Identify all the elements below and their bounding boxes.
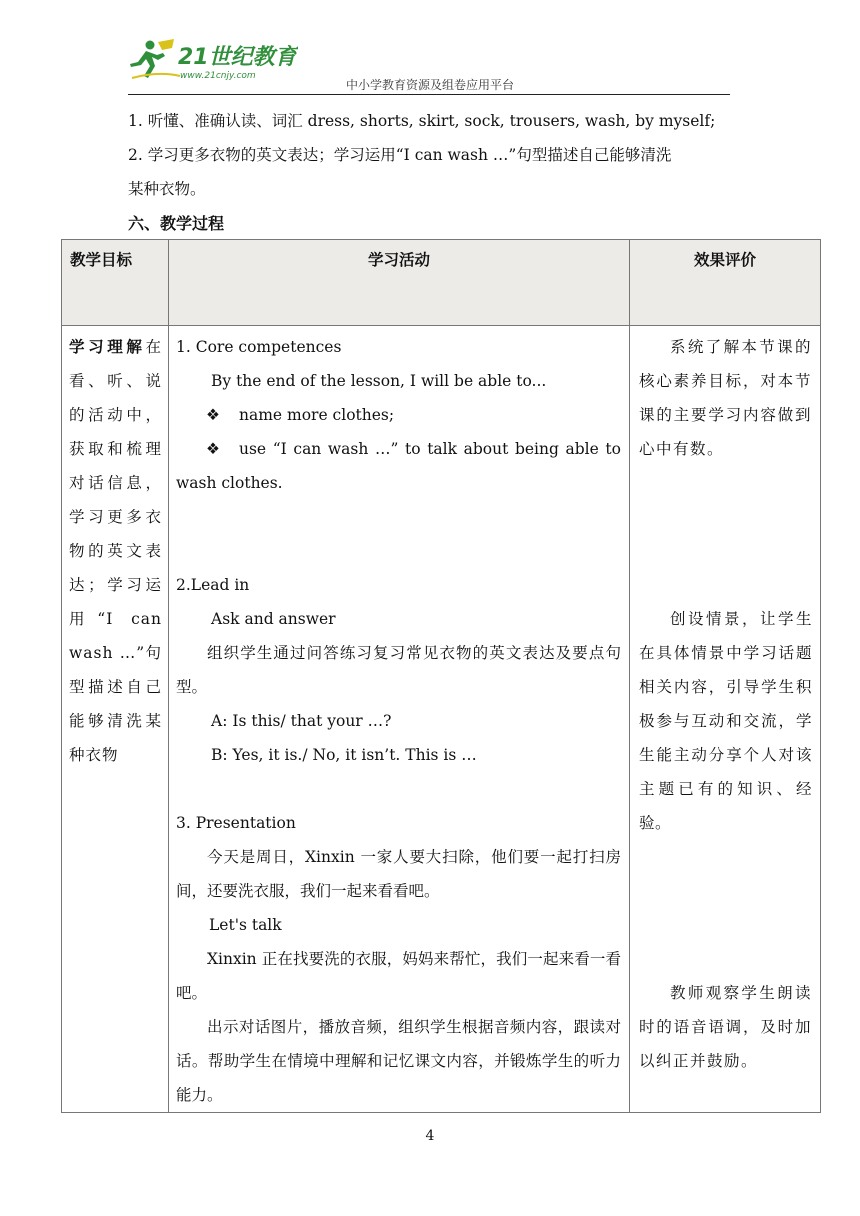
bullet-diamond-icon: ❖ [206,406,220,424]
objective-line-2-cont: 某种衣物。 [128,180,206,198]
evaluation-3: 教师观察学生朗读时的语音语调，及时加以纠正并鼓励。 [639,984,812,1070]
header-goal: 教学目标 [62,240,169,326]
header-subtitle: 中小学教育资源及组卷应用平台 [345,78,514,92]
goal-text: 在看、听、说的活动中，获取和梳理对话信息，学习更多衣物的英文表达；学习运用“I can wash …”句型描述自己能够清洗某种衣物 [69,338,162,764]
page-number: 4 [425,1128,435,1144]
bullet-diamond-icon: ❖ [206,440,220,458]
core-title: 1. Core competences [176,338,342,356]
lead-text: 组织学生通过问答练习复习常见衣物的英文表达及要点句型。 [176,644,621,696]
lead-answer: B: Yes, it is./ No, it isn’t. This is … [211,746,477,764]
goal-cell [62,326,169,1113]
teaching-process-table [61,239,821,1113]
section-title: 六、教学过程 [128,214,225,233]
talk-text-2: 出示对话图片，播放音频，组织学生根据音频内容，跟读对话。帮助学生在情境中理解和记忆课文内容，并锻炼学生的听力能力。 [176,1018,621,1104]
core-intro: By the end of the lesson, I will be able to... [211,372,547,390]
activity-cell [169,326,630,1113]
goal-title: 学习理解 [69,337,146,356]
evaluation-1: 系统了解本节课的核心素养目标，对本节课的主要学习内容做到心中有数。 [639,338,812,458]
lead-question: A: Is this/ that your …? [211,712,392,730]
talk-text-1: Xinxin 正在找要洗的衣服，妈妈来帮忙，我们一起来看一看吧。 [176,950,621,1002]
evaluation-cell [630,326,821,1113]
talk-title: Let's talk [209,916,282,934]
header-divider [128,94,730,95]
logo-url: www.21cnjy.com [180,71,256,81]
bullet-item: ❖ name more clothes; [176,398,621,432]
lead-title: 2.Lead in [176,576,250,594]
header-activity: 学习活动 [169,240,630,326]
table-row [62,326,821,1113]
lead-subtitle: Ask and answer [211,610,336,628]
presentation-title: 3. Presentation [176,814,296,832]
presentation-text: 今天是周日，Xinxin 一家人要大扫除，他们要一起打扫房间，还要洗衣服，我们一起来看看吧。 [176,848,621,900]
bullet-item: ❖ use “I can wash …” to talk about being able to wash clothes. [176,432,621,500]
site-logo [128,38,298,84]
evaluation-2: 创设情景，让学生在具体情景中学习话题相关内容，引导学生积极参与互动和交流，学生能主动分享个人对该主题已有的知识、经验。 [639,610,812,832]
objective-line-2: 2. 学习更多衣物的英文表达；学习运用“I can wash …”句型描述自己能够清洗 [128,146,672,164]
header-evaluation: 效果评价 [630,240,821,326]
runner-icon [130,39,180,78]
logo-text: 21世纪教育 [178,45,297,70]
table-header-row [62,240,821,326]
objective-line-1: 1. 听懂、准确认读、词汇 dress, shorts, skirt, sock, trousers, wash, by myself; [128,112,716,130]
